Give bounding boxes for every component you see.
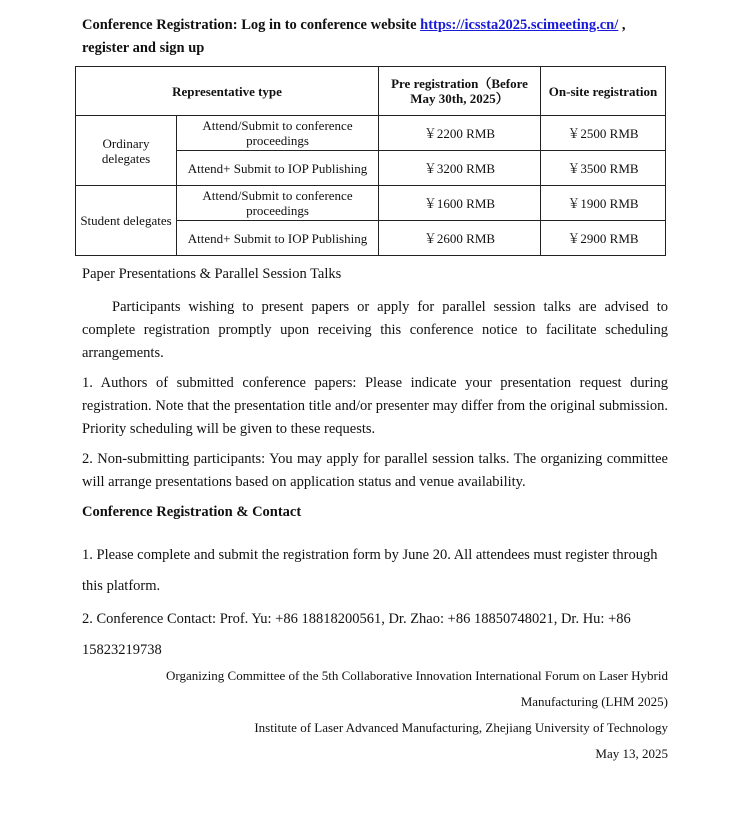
contact-item-1: 1. Please complete and submit the registration form by June 20. All attendees must register through this platform.: [82, 547, 658, 594]
category-student: Student delegates: [76, 186, 177, 256]
presentations-item-2: 2. Non-submitting participants: You may apply for parallel session talks. The organizing committee will arrange presentations based on application status and venue availability.: [82, 451, 668, 490]
type-cell: Attend+ Submit to IOP Publishing: [177, 221, 379, 256]
onsite-price-cell: ￥1900 RMB: [541, 186, 666, 221]
pre-price-cell: ￥2200 RMB: [379, 116, 541, 151]
presentations-item-1: 1. Authors of submitted conference papers: Please indicate your presentation request during registration. Note that the presentation title and/or presenter may differ from the original submission. Priority scheduling will be given to these requests.: [82, 375, 668, 437]
onsite-price-cell: ￥2500 RMB: [541, 116, 666, 151]
table-row: [76, 186, 666, 221]
onsite-price-cell: ￥3500 RMB: [541, 151, 666, 186]
header-onsite-registration: On-site registration: [541, 67, 666, 116]
onsite-price-cell: ￥2900 RMB: [541, 221, 666, 256]
fee-table-header-row: [76, 67, 666, 116]
registration-suffix: , register and sign up: [82, 17, 626, 56]
signature-institute: Institute of Laser Advanced Manufacturing, Zhejiang University of Technology: [254, 720, 668, 735]
pre-price-cell: ￥3200 RMB: [379, 151, 541, 186]
registration-instructions: [82, 14, 670, 60]
pre-price-cell: ￥2600 RMB: [379, 221, 541, 256]
signature-committee: Organizing Committee of the 5th Collaborative Innovation International Forum on Laser Hybrid Manufacturing (LHM 2025): [166, 668, 668, 709]
presentations-intro: Participants wishing to present papers or apply for parallel session talks are advised to complete registration promptly upon receiving this conference notice to facilitate scheduling arrangements.: [82, 299, 668, 361]
contact-heading: Conference Registration & Contact: [82, 504, 302, 520]
presentations-heading: Paper Presentations & Parallel Session Talks: [82, 266, 342, 282]
header-representative-type: Representative type: [76, 67, 379, 116]
table-row: [76, 116, 666, 151]
header-pre-registration: Pre registration（Before May 30th, 2025）: [379, 67, 541, 116]
type-cell: Attend+ Submit to IOP Publishing: [177, 151, 379, 186]
registration-label: Conference Registration: Log in to conference website: [82, 17, 421, 33]
fee-table: [75, 66, 666, 256]
type-cell: Attend/Submit to conference proceedings: [177, 116, 379, 151]
pre-price-cell: ￥1600 RMB: [379, 186, 541, 221]
type-cell: Attend/Submit to conference proceedings: [177, 186, 379, 221]
signature-date: May 13, 2025: [595, 746, 668, 761]
registration-link[interactable]: https://icssta2025.scimeeting.cn/: [420, 17, 619, 33]
category-ordinary: Ordinary delegates: [76, 116, 177, 186]
contact-item-2: 2. Conference Contact: Prof. Yu: +86 18818200561, Dr. Zhao: +86 18850748021, Dr. Hu: +86 15823219738: [82, 611, 631, 658]
